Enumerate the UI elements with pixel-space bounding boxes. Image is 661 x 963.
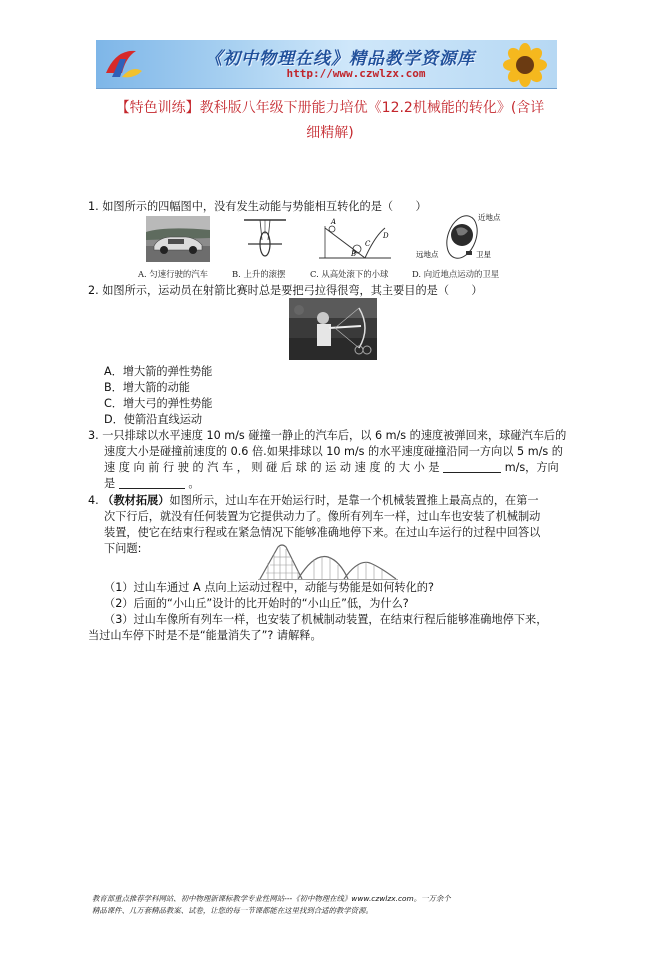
question-2-text: 2. 如图所示，运动员在射箭比赛时总是要把弓拉得很弯，其主要目的是（ ） <box>88 284 483 297</box>
q4-line-1-text: 如图所示，过山车在开始运行时，是靠一个机械装置推上最高点的，在第一 <box>169 494 539 507</box>
q4-sub-question-3-line-1: （3）过山车像所有列车一样，也安装了机械制动装置，在结束行程后能够准确地停下来， <box>104 613 548 626</box>
q3-line-3-text: 速 度 向 前 行 驶 的 汽 车 ， 则 碰 后 球 的 运 动 速 度 的 大 小 是 <box>104 461 440 474</box>
question-4-line-4: 下问题: <box>104 542 142 555</box>
satellite-orbit-diagram <box>410 209 520 267</box>
q1-caption-b: B. 上升的滚摆 <box>232 269 286 279</box>
q2-option-b: B．增大箭的动能 <box>104 381 190 394</box>
question-4-line-3: 装置，使它在结束行程或在紧急情况下能够准确地停下来。在过山车运行的过程中回答以 <box>104 526 541 539</box>
site-logo-icon <box>102 43 146 85</box>
footer-line-1: 教育部重点推荐学科网站、初中物理新课标教学专业性网站---《初中物理在线》www.czwlzx.com。一万余个 <box>92 894 451 903</box>
q2-option-c: C．增大弓的弹性势能 <box>104 397 213 410</box>
ball-ramp-diagram <box>317 216 393 262</box>
q1-caption-a: A. 匀速行驶的汽车 <box>138 269 208 279</box>
q4-sub-question-3-line-2: 当过山车停下时是不是“能量消失了”? 请解释。 <box>88 629 322 642</box>
near-point-label: 近地点 <box>478 213 501 222</box>
point-b-label: B <box>351 250 357 258</box>
q3-unit-text: m/s，方向 <box>504 461 559 474</box>
rolling-wheel-diagram <box>240 216 290 262</box>
q3-line-4-text: 是 <box>104 477 116 490</box>
footer-line-2: 精品课件、几万套精品教案、试卷，让您的每一节课都能在这里找到合适的教学资源。 <box>92 906 373 915</box>
question-1-text: 1. 如图所示的四幅图中，没有发生动能与势能相互转化的是（ ） <box>88 200 427 213</box>
question-3-line-3 <box>104 460 559 476</box>
sunflower-icon <box>495 42 555 88</box>
question-3-line-1: 3. 一只排球以水平速度 10 m/s 碰撞一静止的汽车后，以 6 m/s 的速度被弹回来，球碰汽车后的 <box>88 429 567 442</box>
archer-photo-image <box>289 298 377 360</box>
q3-blank-speed[interactable] <box>443 461 501 473</box>
point-a-label: A <box>331 218 337 226</box>
roller-coaster-image <box>258 543 398 581</box>
q2-option-a: A．增大箭的弹性势能 <box>104 365 213 378</box>
title-line-1: 【特色训练】教科版八年级下册能力培优《12.2机械能的转化》(含详 <box>115 100 545 116</box>
q4-tag: （教材拓展） <box>102 494 170 507</box>
q3-line-4-end: 。 <box>188 477 200 490</box>
question-3-line-4 <box>104 476 200 492</box>
question-4-line-1 <box>88 493 539 509</box>
title-line-2: 细精解) <box>306 125 354 141</box>
document-title <box>84 96 576 146</box>
q4-sub-question-1: （1）过山车通过 A 点向上运动过程中，动能与势能是如何转化的? <box>104 581 434 594</box>
q1-caption-d: D. 向近地点运动的卫星 <box>412 269 500 279</box>
banner-title: 《初中物理在线》精品教学资源库 <box>205 49 475 69</box>
question-3-line-2: 速度大小是碰撞前速度的 0.6 倍.如果排球以 10 m/s 的水平速度碰撞沿同一方向以 5 m/s 的 <box>104 445 563 458</box>
car-photo-image <box>146 216 210 262</box>
q3-blank-direction[interactable] <box>119 477 185 489</box>
point-d-label: D <box>383 232 389 240</box>
q2-option-d: D．使箭沿直线运动 <box>104 413 203 426</box>
far-point-label: 远地点 <box>416 250 439 259</box>
satellite-label: 卫星 <box>476 250 491 259</box>
q4-sub-question-2: （2）后面的“小山丘”设计的比开始时的“小山丘”低，为什么? <box>104 597 409 610</box>
question-4-line-2: 次下行后，就没有任何装置为它提供动力了。像所有列车一样，过山车也安装了机械制动 <box>104 510 541 523</box>
banner-url[interactable]: http://www.czwlzx.com <box>286 67 426 80</box>
site-banner <box>96 40 557 89</box>
q1-caption-c: C. 从高处滚下的小球 <box>310 269 389 279</box>
point-c-label: C <box>365 240 371 248</box>
q4-number: 4. <box>88 494 99 507</box>
page-footer <box>92 893 572 917</box>
